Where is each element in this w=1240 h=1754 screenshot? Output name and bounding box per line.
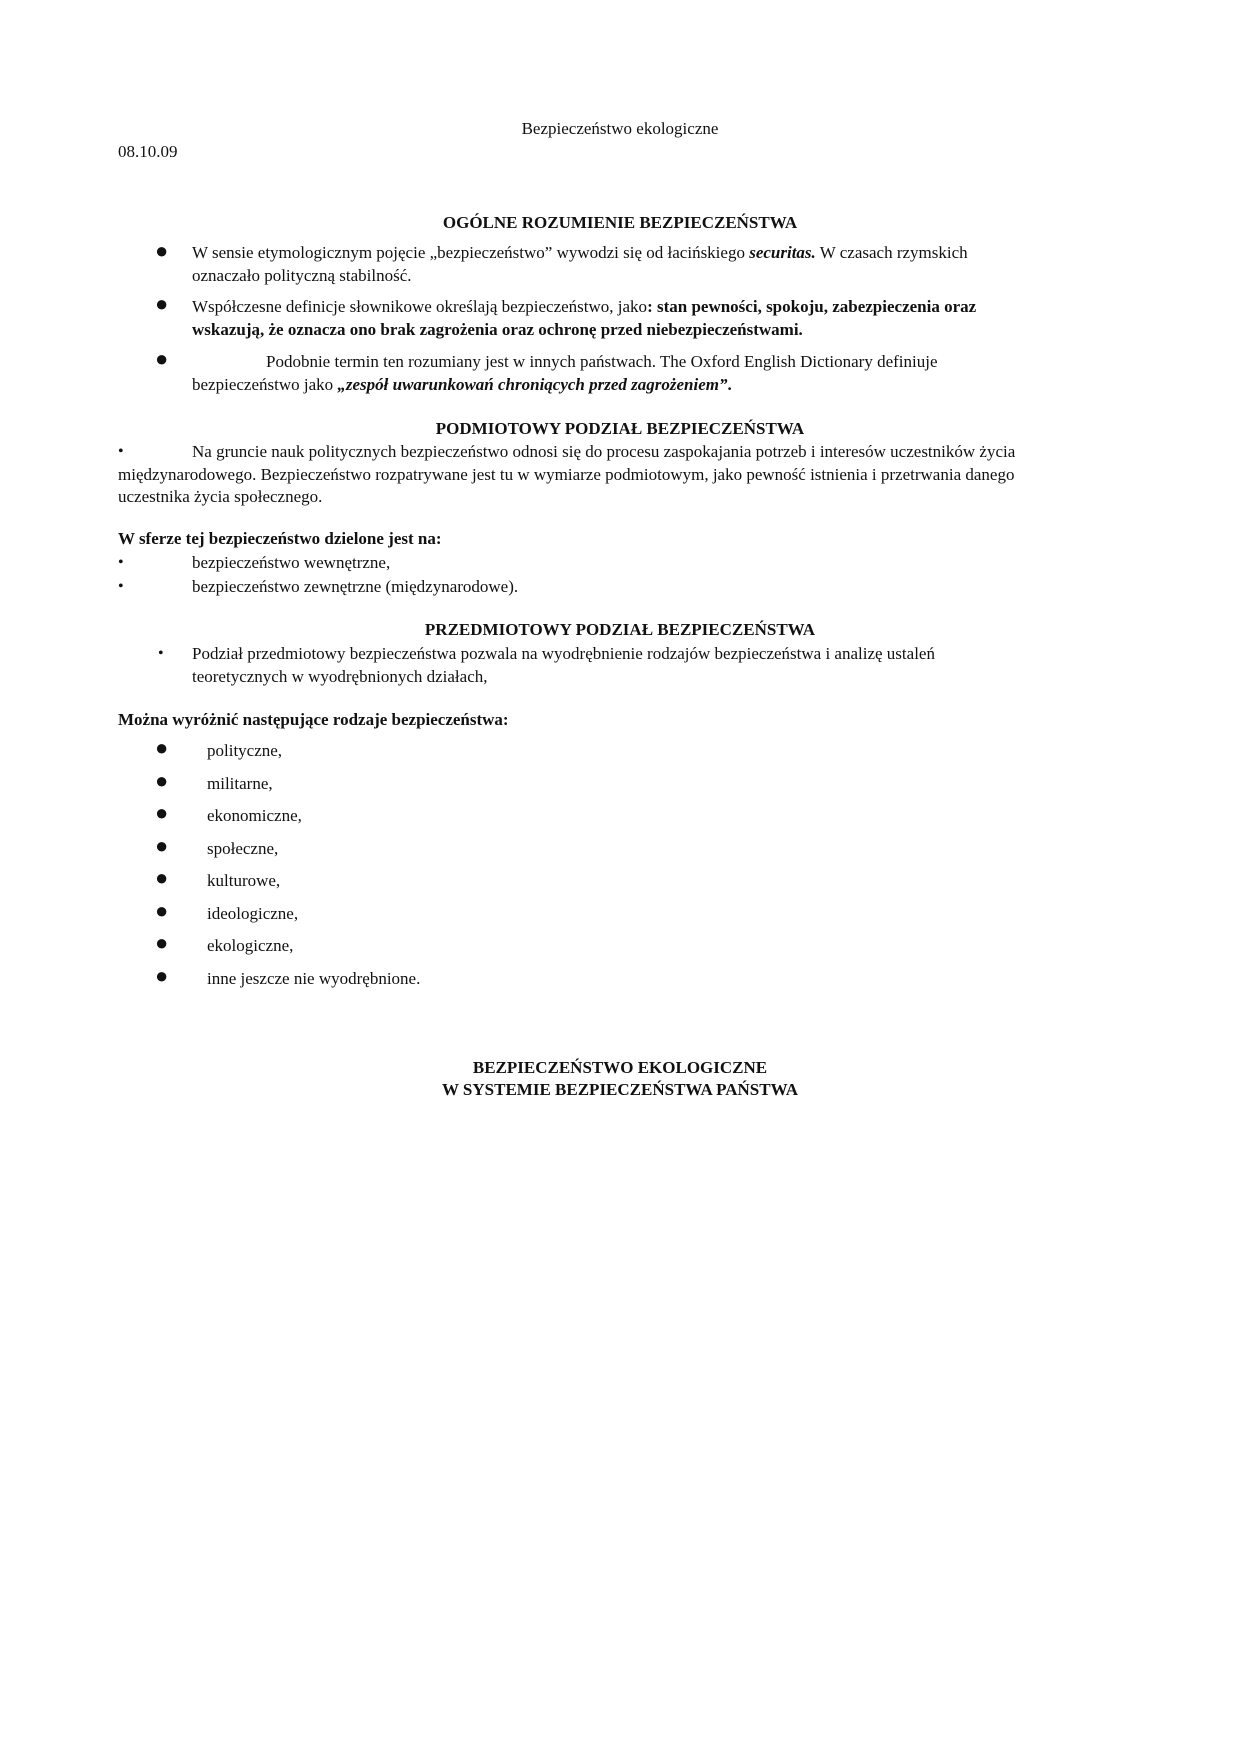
document-title: Bezpieczeństwo ekologiczne <box>521 119 719 138</box>
bullet-icon: ● <box>155 963 169 988</box>
list-item-type: inne jeszcze nie wyodrębnione. <box>207 969 421 988</box>
bullet-icon: • <box>118 554 124 571</box>
section-heading-ecological-line1: BEZPIECZEŃSTWO EKOLOGICZNE <box>472 1058 768 1077</box>
bullet-icon: ● <box>155 833 169 858</box>
list-item-etymology: W sensie etymologicznym pojęcie „bezpieczeństwo” wywodzi się od łacińskiego securitas. W czasach rzymskich oznaczało polityczną stabilność. <box>192 243 968 285</box>
bullet-icon: • <box>118 443 124 460</box>
list-item-type: ekologiczne, <box>207 936 294 955</box>
list-item-type: ekonomiczne, <box>207 806 302 825</box>
list-item-definitions: Współczesne definicje słownikowe określają bezpieczeństwo, jako: stan pewności, spokoju, zabezpieczenia oraz wskazują, że oznacza ono brak zagrożenia oraz ochronę przed niebezpieczeństwami. <box>192 297 977 339</box>
section-heading-subjective: PODMIOTOWY PODZIAŁ BEZPIECZEŃSTWA <box>435 419 805 438</box>
subheading-division: W sferze tej bezpieczeństwo dzielone jest na: <box>118 529 442 548</box>
bullet-icon: ● <box>155 865 169 890</box>
list-item-type: kulturowe, <box>207 871 281 890</box>
bullet-icon: ● <box>155 735 169 760</box>
bullet-icon: ● <box>155 930 169 955</box>
bullet-icon: • <box>158 645 164 662</box>
section-heading-general: OGÓLNE ROZUMIENIE BEZPIECZEŃSTWA <box>442 213 798 232</box>
list-item: bezpieczeństwo zewnętrzne (międzynarodowe). <box>192 577 519 596</box>
paragraph-line: międzynarodowego. Bezpieczeństwo rozpatrywane jest tu w wymiarze podmiotowym, jako pewność istnienia i przetrwania danego <box>118 465 1015 484</box>
document-date: 08.10.09 <box>118 142 178 161</box>
list-item-type: militarne, <box>207 774 273 793</box>
bullet-icon: ● <box>155 768 169 793</box>
subheading-types: Można wyróżnić następujące rodzaje bezpieczeństwa: <box>118 710 509 729</box>
paragraph-line: uczestnika życia społecznego. <box>118 487 323 506</box>
bullet-icon: ● <box>155 291 169 316</box>
section-heading-objective: PRZEDMIOTOWY PODZIAŁ BEZPIECZEŃSTWA <box>424 620 816 639</box>
list-item-oxford: Podobnie termin ten rozumiany jest w innych państwach. The Oxford English Dictionary definiuje bezpieczeństwo jako „zespół uwarunkowań chroniących przed zagrożeniem”. <box>192 352 938 394</box>
list-item-type: społeczne, <box>207 839 279 858</box>
section-heading-ecological-line2: W SYSTEMIE BEZPIECZEŃSTWA PAŃSTWA <box>441 1080 798 1099</box>
bullet-icon: ● <box>155 346 169 371</box>
list-item-type: ideologiczne, <box>207 904 299 923</box>
bullet-icon: ● <box>155 800 169 825</box>
bullet-icon: • <box>118 578 124 595</box>
list-item-objective-division: Podział przedmiotowy bezpieczeństwa pozwala na wyodrębnienie rodzajów bezpieczeństwa i analizę ustaleń teoretycznych w wyodrębnionych działach, <box>192 644 935 686</box>
list-item-type: polityczne, <box>207 741 283 760</box>
bullet-icon: ● <box>155 898 169 923</box>
bullet-icon: ● <box>155 238 169 263</box>
list-item: bezpieczeństwo wewnętrzne, <box>192 553 391 572</box>
paragraph-line: Na gruncie nauk politycznych bezpieczeństwo odnosi się do procesu zaspokajania potrzeb i interesów uczestników życia <box>192 442 1016 461</box>
